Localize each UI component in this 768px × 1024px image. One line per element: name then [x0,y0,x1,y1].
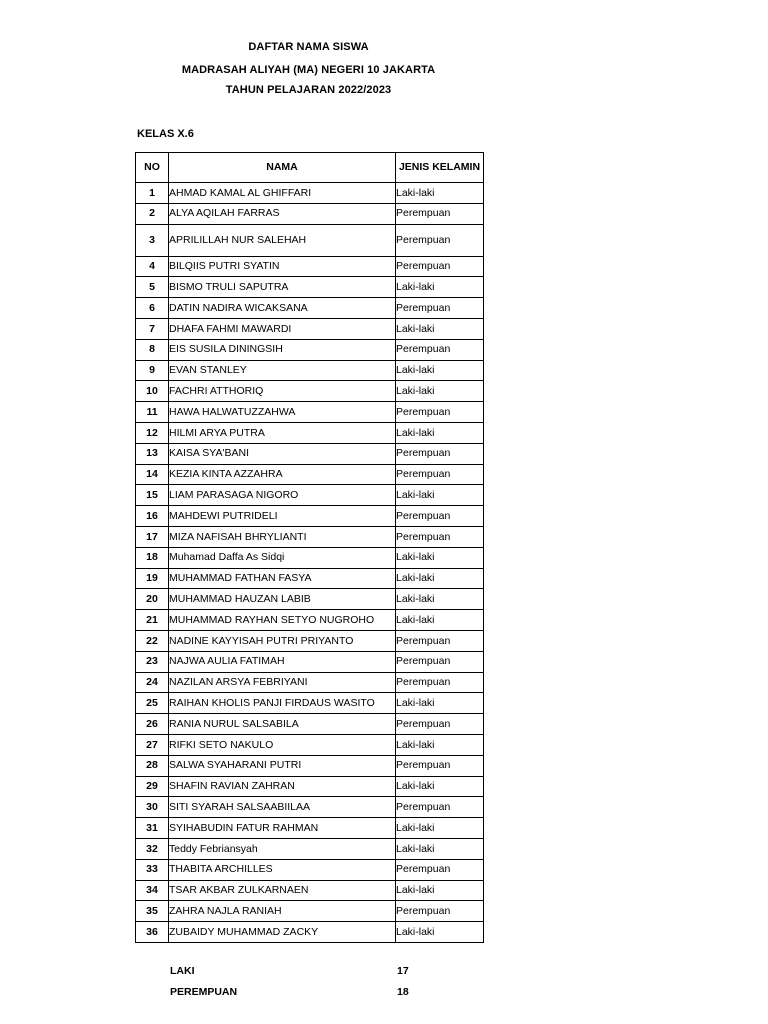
table-row [136,506,484,527]
student-name: ZAHRA NAJLA RANIAH [169,901,396,922]
table-row [136,589,484,610]
student-name: BISMO TRULI SAPUTRA [169,277,396,298]
student-gender: Laki-laki [396,589,484,610]
student-gender: Laki-laki [396,318,484,339]
row-number: 23 [136,651,169,672]
student-gender: Perempuan [396,506,484,527]
row-number: 10 [136,381,169,402]
student-gender: Perempuan [396,755,484,776]
student-name: BILQIIS PUTRI SYATIN [169,256,396,277]
table-row [136,318,484,339]
table-row [136,298,484,319]
row-number: 18 [136,547,169,568]
summary-male-label: LAKI [170,965,195,977]
summary-female [170,986,409,998]
student-name: RAIHAN KHOLIS PANJI FIRDAUS WASITO [169,693,396,714]
row-number: 6 [136,298,169,319]
student-gender: Laki-laki [396,183,484,204]
row-number: 35 [136,901,169,922]
table-row [136,547,484,568]
table-row [136,339,484,360]
student-gender: Perempuan [396,714,484,735]
student-name: Muhamad Daffa As Sidqi [169,547,396,568]
student-name: THABITA ARCHILLES [169,859,396,880]
student-gender: Perempuan [396,526,484,547]
student-name: NAZILAN ARSYA FEBRIYANI [169,672,396,693]
table-row [136,402,484,423]
academic-year: TAHUN PELAJARAN 2022/2023 [225,84,392,96]
student-name: MIZA NAFISAH BHRYLIANTI [169,526,396,547]
student-gender: Perempuan [396,464,484,485]
table-row [136,651,484,672]
column-header-no: NO [136,153,169,183]
row-number: 3 [136,224,169,256]
table-row [136,922,484,943]
row-number: 36 [136,922,169,943]
summary-male [170,965,409,977]
table-row [136,464,484,485]
student-gender: Perempuan [396,443,484,464]
row-number: 5 [136,277,169,298]
class-label: KELAS X.6 [137,128,194,140]
table-row [136,277,484,298]
column-header-gender: JENIS KELAMIN [396,153,484,183]
student-name: KEZIA KINTA AZZAHRA [169,464,396,485]
student-gender: Laki-laki [396,547,484,568]
table-row [136,526,484,547]
row-number: 33 [136,859,169,880]
column-header-name: NAMA [169,153,396,183]
student-name: HILMI ARYA PUTRA [169,422,396,443]
row-number: 8 [136,339,169,360]
student-name: SALWA SYAHARANI PUTRI [169,755,396,776]
row-number: 16 [136,506,169,527]
student-gender: Laki-laki [396,838,484,859]
student-gender: Perempuan [396,339,484,360]
table-row [136,443,484,464]
summary-male-count: 17 [397,965,409,977]
student-name: APRILILLAH NUR SALEHAH [169,224,396,256]
student-gender: Perempuan [396,901,484,922]
student-gender: Perempuan [396,651,484,672]
table-row [136,568,484,589]
row-number: 2 [136,203,169,224]
table-row [136,693,484,714]
row-number: 19 [136,568,169,589]
table-row [136,755,484,776]
row-number: 26 [136,714,169,735]
row-number: 14 [136,464,169,485]
student-gender: Laki-laki [396,360,484,381]
row-number: 34 [136,880,169,901]
row-number: 31 [136,818,169,839]
table-row [136,838,484,859]
student-gender: Perempuan [396,402,484,423]
student-name: Teddy Febriansyah [169,838,396,859]
row-number: 27 [136,734,169,755]
student-name: AHMAD KAMAL AL GHIFFARI [169,183,396,204]
student-gender: Laki-laki [396,734,484,755]
student-name: SITI SYARAH SALSAABIILAA [169,797,396,818]
student-gender: Laki-laki [396,880,484,901]
table-row [136,859,484,880]
summary-female-label: PEREMPUAN [170,986,238,998]
student-name: ALYA AQILAH FARRAS [169,203,396,224]
student-gender: Laki-laki [396,381,484,402]
student-gender: Perempuan [396,256,484,277]
student-name: HAWA HALWATUZZAHWA [169,402,396,423]
table-header-row [136,153,484,183]
school-name: MADRASAH ALIYAH (MA) NEGERI 10 JAKARTA [181,64,436,76]
student-gender: Perempuan [396,203,484,224]
student-table [135,152,484,943]
student-name: LIAM PARASAGA NIGORO [169,485,396,506]
table-row [136,672,484,693]
student-name: FACHRI ATTHORIQ [169,381,396,402]
student-name: MUHAMMAD FATHAN FASYA [169,568,396,589]
table-row [136,714,484,735]
student-gender: Laki-laki [396,922,484,943]
table-row [136,797,484,818]
row-number: 12 [136,422,169,443]
student-name: MUHAMMAD RAYHAN SETYO NUGROHO [169,610,396,631]
row-number: 24 [136,672,169,693]
student-name: SHAFIN RAVIAN ZAHRAN [169,776,396,797]
row-number: 30 [136,797,169,818]
student-gender: Laki-laki [396,693,484,714]
row-number: 21 [136,610,169,631]
table-row [136,880,484,901]
row-number: 9 [136,360,169,381]
table-row [136,360,484,381]
row-number: 25 [136,693,169,714]
student-name: TSAR AKBAR ZULKARNAEN [169,880,396,901]
document-title: DAFTAR NAMA SISWA [248,41,369,53]
row-number: 17 [136,526,169,547]
student-gender: Perempuan [396,859,484,880]
row-number: 7 [136,318,169,339]
table-row [136,776,484,797]
student-name: MAHDEWI PUTRIDELI [169,506,396,527]
table-row [136,610,484,631]
student-name: EVAN STANLEY [169,360,396,381]
row-number: 13 [136,443,169,464]
student-gender: Perempuan [396,672,484,693]
row-number: 1 [136,183,169,204]
row-number: 28 [136,755,169,776]
row-number: 15 [136,485,169,506]
row-number: 29 [136,776,169,797]
student-gender: Laki-laki [396,485,484,506]
row-number: 4 [136,256,169,277]
student-name: DATIN NADIRA WICAKSANA [169,298,396,319]
table-row [136,901,484,922]
student-name: SYIHABUDIN FATUR RAHMAN [169,818,396,839]
student-name: RANIA NURUL SALSABILA [169,714,396,735]
student-gender: Laki-laki [396,610,484,631]
student-gender: Perempuan [396,797,484,818]
table-row [136,381,484,402]
student-gender: Perempuan [396,224,484,256]
row-number: 11 [136,402,169,423]
student-gender: Laki-laki [396,818,484,839]
student-name: NAJWA AULIA FATIMAH [169,651,396,672]
student-name: RIFKI SETO NAKULO [169,734,396,755]
table-row [136,422,484,443]
student-gender: Perempuan [396,298,484,319]
row-number: 32 [136,838,169,859]
table-row [136,256,484,277]
student-name: ZUBAIDY MUHAMMAD ZACKY [169,922,396,943]
student-name: KAISA SYA'BANI [169,443,396,464]
summary-female-count: 18 [397,986,409,998]
student-name: DHAFA FAHMI MAWARDI [169,318,396,339]
table-body [136,183,484,943]
student-gender: Laki-laki [396,776,484,797]
table-row [136,818,484,839]
table-row [136,485,484,506]
student-gender: Laki-laki [396,422,484,443]
table-row [136,734,484,755]
table-row [136,224,484,256]
table-row [136,203,484,224]
table-row [136,183,484,204]
row-number: 22 [136,630,169,651]
row-number: 20 [136,589,169,610]
student-name: MUHAMMAD HAUZAN LABIB [169,589,396,610]
table-row [136,630,484,651]
student-gender: Perempuan [396,630,484,651]
student-gender: Laki-laki [396,568,484,589]
student-name: NADINE KAYYISAH PUTRI PRIYANTO [169,630,396,651]
student-name: EIS SUSILA DININGSIH [169,339,396,360]
student-gender: Laki-laki [396,277,484,298]
